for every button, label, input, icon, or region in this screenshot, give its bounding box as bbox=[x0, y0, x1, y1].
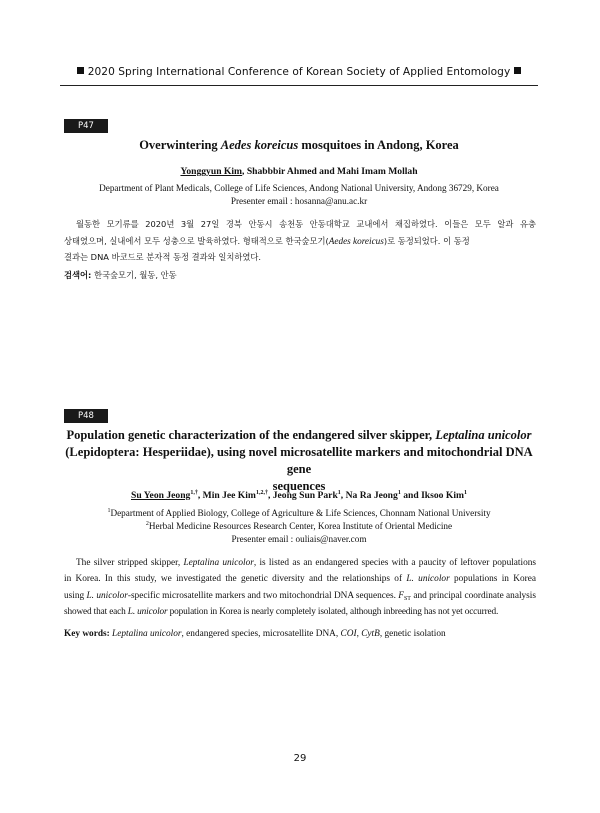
keywords-p47: 검색어: 한국숲모기, 월동, 안동 bbox=[64, 270, 177, 280]
body-line: 상태였으며, 실내에서 모두 성충으로 발육하였다. 형태적으로 한국숲모기(Aedes koreicus)로 동정되었다. 이 동정 bbox=[64, 235, 470, 246]
presenter-email-p48: Presenter email : ouliais@naver.com bbox=[231, 534, 367, 544]
keywords-label: 검색어: bbox=[64, 270, 92, 280]
conference-header bbox=[60, 66, 538, 78]
conference-title: 2020 Spring International Conference of Korean Society of Applied Entomology bbox=[87, 66, 511, 78]
presenting-author: Yonggyun Kim bbox=[180, 166, 243, 177]
body-line: 결과는 DNA 바코드로 분자적 동정 결과와 일치하였다. bbox=[64, 252, 262, 262]
affiliation-p47: Department of Plant Medicals, College of Life Sciences, Andong National University, Andong 36729, Korea bbox=[99, 183, 499, 193]
abstract-badge-p47: P47 bbox=[64, 119, 108, 133]
square-bullet-icon bbox=[514, 67, 521, 74]
presenter-email-p47: Presenter email : hosanna@anu.ac.kr bbox=[230, 196, 368, 206]
affiliation-1-p48: $^1$Department of Applied Biology, College of Agriculture & Life Sciences, Chonnam National University bbox=[107, 508, 491, 518]
presenting-author: Su Yeon Jeong bbox=[130, 490, 191, 501]
abstract-title-p47: Overwintering Aedes koreicus mosquitoes in Andong, Korea bbox=[139, 138, 459, 152]
keywords-p48: Key words: Leptalina unicolor, endangered species, microsatellite DNA, COI, CytB, genetic isolation bbox=[64, 629, 446, 639]
body-line: The silver stripped skipper, Leptalina unicolor, is listed as an endangered species with a paucity of leftover populations bbox=[76, 558, 537, 568]
body-line: using L. unicolor-specific microsatellite markers and two mitochondrial DNA sequences. $F_{ST}$ and principal coordinate analysis bbox=[64, 590, 536, 602]
author-list-p48: Su Yeon Jeong$^{1,\dagger}$, Min Jee Kim$^{1,2,\dagger}$, Jeong Sun Park$^1$, Na Ra Jeong$^1$ and Iksoo Kim$^1$ bbox=[130, 490, 467, 501]
abstract-title-p48: Population genetic characterization of the endangered silver skipper, Leptalina unicolor (Lepidoptera: Hesperiidae), using novel microsatellite markers and mitochondrial DNA gene sequences bbox=[65, 428, 533, 493]
affiliation-2-p48: $^2$Herbal Medicine Resources Research Center, Korea Institute of Oriental Medicine bbox=[145, 521, 453, 531]
page-number: 29 bbox=[293, 753, 307, 764]
abstract-badge-p48: P48 bbox=[64, 409, 108, 423]
abstract-body-p48 bbox=[64, 555, 536, 620]
author-list-p47: Yonggyun Kim, Shabbbir Ahmed and Mahi Imam Mollah bbox=[180, 166, 418, 177]
abstract-body-p47 bbox=[64, 216, 536, 266]
square-bullet-icon bbox=[77, 67, 84, 74]
keywords-label: Key words: bbox=[64, 629, 110, 639]
body-line: 월동한 모기류를 2020년 3월 27일 경북 안동시 송천동 안동대학교 교내에서 채집하였다. 이들은 모두 알과 유충 bbox=[76, 219, 536, 229]
body-line: showed that each L. unicolor population in Korea is nearly completely isolated, although inbreeding has not yet occurred. bbox=[64, 606, 499, 617]
header-divider bbox=[60, 85, 538, 86]
body-line: in Korea. In this study, we investigated the genetic diversity and the relationships of L. unicolor populations in Korea bbox=[64, 574, 536, 585]
